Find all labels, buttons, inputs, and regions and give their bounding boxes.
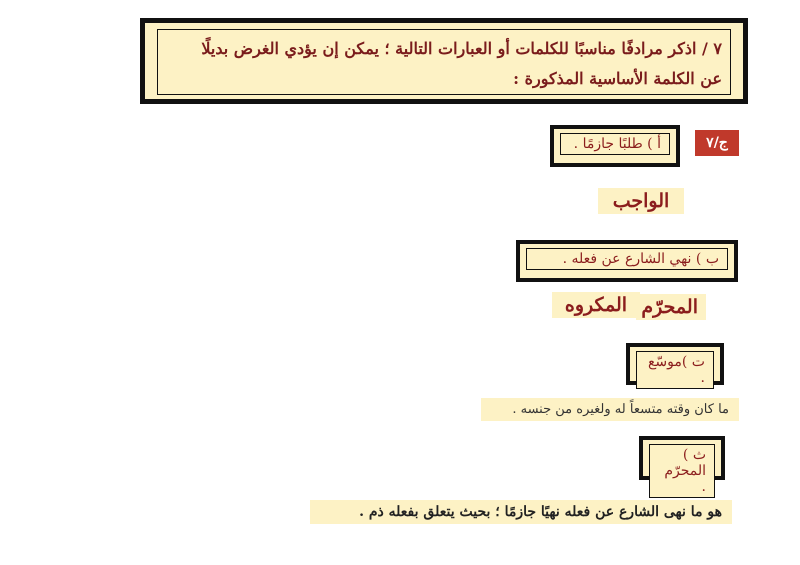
item-a-box <box>550 125 680 167</box>
item-th-answer: هو ما نهى الشارع عن فعله نهيًا جازمًا ؛ بحيث يتعلق بفعله ذم . <box>310 500 732 524</box>
item-a-answer: الواجب <box>598 188 684 214</box>
item-th-prompt: ث ) المحرّم . <box>649 444 715 498</box>
question-line-1: ٧ / اذكر مرادفًا مناسبًا للكلمات أو العبارات التالية ؛ يمكن إن يؤدي الغرض بديلًا <box>201 39 722 58</box>
item-b-answer-makruh: المكروه <box>552 292 640 318</box>
item-b-answer-muharram: المحرّم <box>636 294 706 320</box>
item-t-prompt: ت )موسّع . <box>636 351 714 389</box>
item-t-box <box>626 343 724 385</box>
item-a-prompt: أ ) طلبًا جازمًا . <box>560 133 670 155</box>
question-box <box>140 18 748 104</box>
question-line-2: عن الكلمة الأساسية المذكورة : <box>513 69 722 88</box>
item-b-prompt: ب ) نهي الشارع عن فعله . <box>526 248 728 270</box>
answer-badge: ج/٧ <box>695 130 739 156</box>
item-th-box <box>639 436 725 495</box>
item-b-box <box>516 240 738 282</box>
item-t-answer: ما كان وقته متسعاً له ولغيره من جنسه . <box>481 398 739 421</box>
question-frame <box>157 29 731 95</box>
